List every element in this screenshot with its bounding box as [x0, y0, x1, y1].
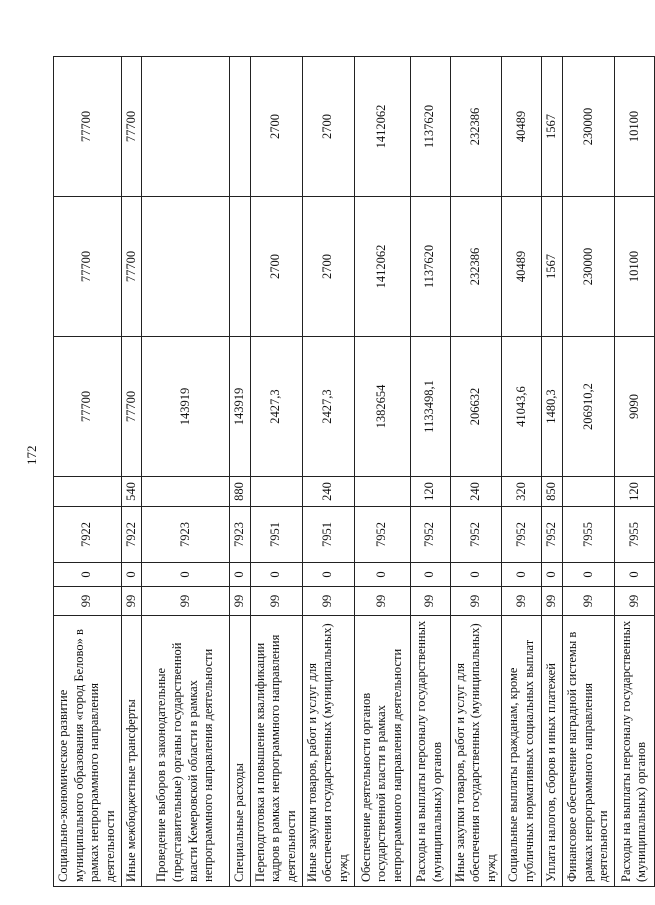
- code-cell-3: 7952: [354, 507, 410, 563]
- value-cell-3: 1567: [542, 57, 563, 197]
- code-cell-1: 99: [250, 587, 302, 616]
- value-cell-3: 230000: [563, 57, 615, 197]
- value-cell-2: 2700: [250, 197, 302, 337]
- value-cell-1: 2427,3: [302, 337, 354, 477]
- code-cell-1: 99: [54, 587, 122, 616]
- value-cell-1: 1480,3: [542, 337, 563, 477]
- code-cell-2: 0: [502, 563, 542, 587]
- budget-table: [53, 56, 655, 887]
- code-cell-4: 880: [230, 477, 251, 507]
- value-cell-3: 77700: [54, 57, 122, 197]
- value-cell-2: 1567: [542, 197, 563, 337]
- row-name-cell: Специальные расходы: [230, 616, 251, 887]
- code-cell-2: 0: [121, 563, 142, 587]
- code-cell-2: 0: [450, 563, 502, 587]
- table-row: [54, 57, 122, 887]
- code-cell-3: 7951: [250, 507, 302, 563]
- value-cell-1: 206632: [450, 337, 502, 477]
- table-row: [230, 57, 251, 887]
- code-cell-3: 7955: [563, 507, 615, 563]
- value-cell-2: [230, 197, 251, 337]
- code-cell-1: 99: [354, 587, 410, 616]
- value-cell-1: 206910,2: [563, 337, 615, 477]
- row-name-cell: Иные межбюджетные трансферты: [121, 616, 142, 887]
- value-cell-1: 1382654: [354, 337, 410, 477]
- code-cell-2: 0: [410, 563, 450, 587]
- code-cell-2: 0: [354, 563, 410, 587]
- rotated-table-container: [53, 57, 649, 887]
- value-cell-3: 1412062: [354, 57, 410, 197]
- code-cell-3: 7955: [614, 507, 654, 563]
- code-cell-1: 99: [230, 587, 251, 616]
- code-cell-3: 7922: [54, 507, 122, 563]
- code-cell-2: 0: [542, 563, 563, 587]
- code-cell-3: 7952: [542, 507, 563, 563]
- table-row: [450, 57, 502, 887]
- table-row: [142, 57, 230, 887]
- table-body: [54, 57, 655, 887]
- page-number: 172: [24, 445, 39, 465]
- value-cell-2: 77700: [121, 197, 142, 337]
- row-name-cell: Расходы на выплаты персоналу государственных (муниципальных) органов: [614, 616, 654, 887]
- code-cell-1: 99: [302, 587, 354, 616]
- value-cell-1: 41043,6: [502, 337, 542, 477]
- table-row: [410, 57, 450, 887]
- table-row: [542, 57, 563, 887]
- code-cell-4: 240: [302, 477, 354, 507]
- code-cell-2: 0: [142, 563, 230, 587]
- value-cell-3: [142, 57, 230, 197]
- value-cell-1: 77700: [54, 337, 122, 477]
- value-cell-1: 143919: [230, 337, 251, 477]
- code-cell-4: 240: [450, 477, 502, 507]
- table-row: [250, 57, 302, 887]
- row-name-cell: Обеспечение деятельности органов государственной власти в рамках непрограммного направления деятельности: [354, 616, 410, 887]
- code-cell-4: 540: [121, 477, 142, 507]
- code-cell-4: 120: [614, 477, 654, 507]
- value-cell-1: 2427,3: [250, 337, 302, 477]
- table-row: [121, 57, 142, 887]
- value-cell-2: 232386: [450, 197, 502, 337]
- table-row: [563, 57, 615, 887]
- code-cell-1: 99: [410, 587, 450, 616]
- value-cell-3: 77700: [121, 57, 142, 197]
- code-cell-3: 7952: [410, 507, 450, 563]
- code-cell-4: [54, 477, 122, 507]
- value-cell-2: 1137620: [410, 197, 450, 337]
- code-cell-1: 99: [450, 587, 502, 616]
- code-cell-2: 0: [250, 563, 302, 587]
- code-cell-1: 99: [614, 587, 654, 616]
- value-cell-2: 1412062: [354, 197, 410, 337]
- row-name-cell: Иные закупки товаров, работ и услуг для обеспечения государственных (муниципальных) нужд: [302, 616, 354, 887]
- code-cell-4: 850: [542, 477, 563, 507]
- code-cell-1: 99: [142, 587, 230, 616]
- table-row: [502, 57, 542, 887]
- value-cell-3: 232386: [450, 57, 502, 197]
- code-cell-1: 99: [542, 587, 563, 616]
- row-name-cell: Проведение выборов в законодательные (представительные) органы государственной власти Кемеровской области в рамках непрограммного направления деятельности: [142, 616, 230, 887]
- value-cell-1: 1133498,1: [410, 337, 450, 477]
- value-cell-1: 143919: [142, 337, 230, 477]
- code-cell-3: 7952: [502, 507, 542, 563]
- code-cell-4: [354, 477, 410, 507]
- value-cell-2: 230000: [563, 197, 615, 337]
- code-cell-4: [563, 477, 615, 507]
- code-cell-2: 0: [614, 563, 654, 587]
- table-row: [302, 57, 354, 887]
- code-cell-1: 99: [121, 587, 142, 616]
- code-cell-2: 0: [302, 563, 354, 587]
- value-cell-1: 9090: [614, 337, 654, 477]
- code-cell-4: [250, 477, 302, 507]
- value-cell-2: 40489: [502, 197, 542, 337]
- row-name-cell: Социально-экономическое развитие муниципального образования «город Белово» в рамках непрограммного направления деятельности: [54, 616, 122, 887]
- row-name-cell: Переподготовка и повышение квалификации кадров в рамках непрограммного направления деятельности: [250, 616, 302, 887]
- value-cell-3: 2700: [250, 57, 302, 197]
- value-cell-3: 1137620: [410, 57, 450, 197]
- code-cell-4: 120: [410, 477, 450, 507]
- value-cell-1: 77700: [121, 337, 142, 477]
- value-cell-3: [230, 57, 251, 197]
- code-cell-3: 7923: [142, 507, 230, 563]
- value-cell-3: 2700: [302, 57, 354, 197]
- code-cell-1: 99: [502, 587, 542, 616]
- code-cell-2: 0: [54, 563, 122, 587]
- code-cell-2: 0: [563, 563, 615, 587]
- code-cell-1: 99: [563, 587, 615, 616]
- value-cell-3: 40489: [502, 57, 542, 197]
- value-cell-2: 2700: [302, 197, 354, 337]
- value-cell-2: [142, 197, 230, 337]
- row-name-cell: Расходы на выплаты персоналу государственных (муниципальных) органов: [410, 616, 450, 887]
- table-row: [614, 57, 654, 887]
- row-name-cell: Социальные выплаты гражданам, кроме публичных нормативных социальных выплат: [502, 616, 542, 887]
- code-cell-4: [142, 477, 230, 507]
- code-cell-3: 7922: [121, 507, 142, 563]
- row-name-cell: Иные закупки товаров, работ и услуг для обеспечения государственных (муниципальных) нужд: [450, 616, 502, 887]
- code-cell-4: 320: [502, 477, 542, 507]
- value-cell-2: 10100: [614, 197, 654, 337]
- code-cell-3: 7923: [230, 507, 251, 563]
- row-name-cell: Финансовое обеспечение наградной системы в рамках непрограммного направления деятельности: [563, 616, 615, 887]
- value-cell-2: 77700: [54, 197, 122, 337]
- table-row: [354, 57, 410, 887]
- code-cell-2: 0: [230, 563, 251, 587]
- value-cell-3: 10100: [614, 57, 654, 197]
- code-cell-3: 7952: [450, 507, 502, 563]
- code-cell-3: 7951: [302, 507, 354, 563]
- row-name-cell: Уплата налогов, сборов и иных платежей: [542, 616, 563, 887]
